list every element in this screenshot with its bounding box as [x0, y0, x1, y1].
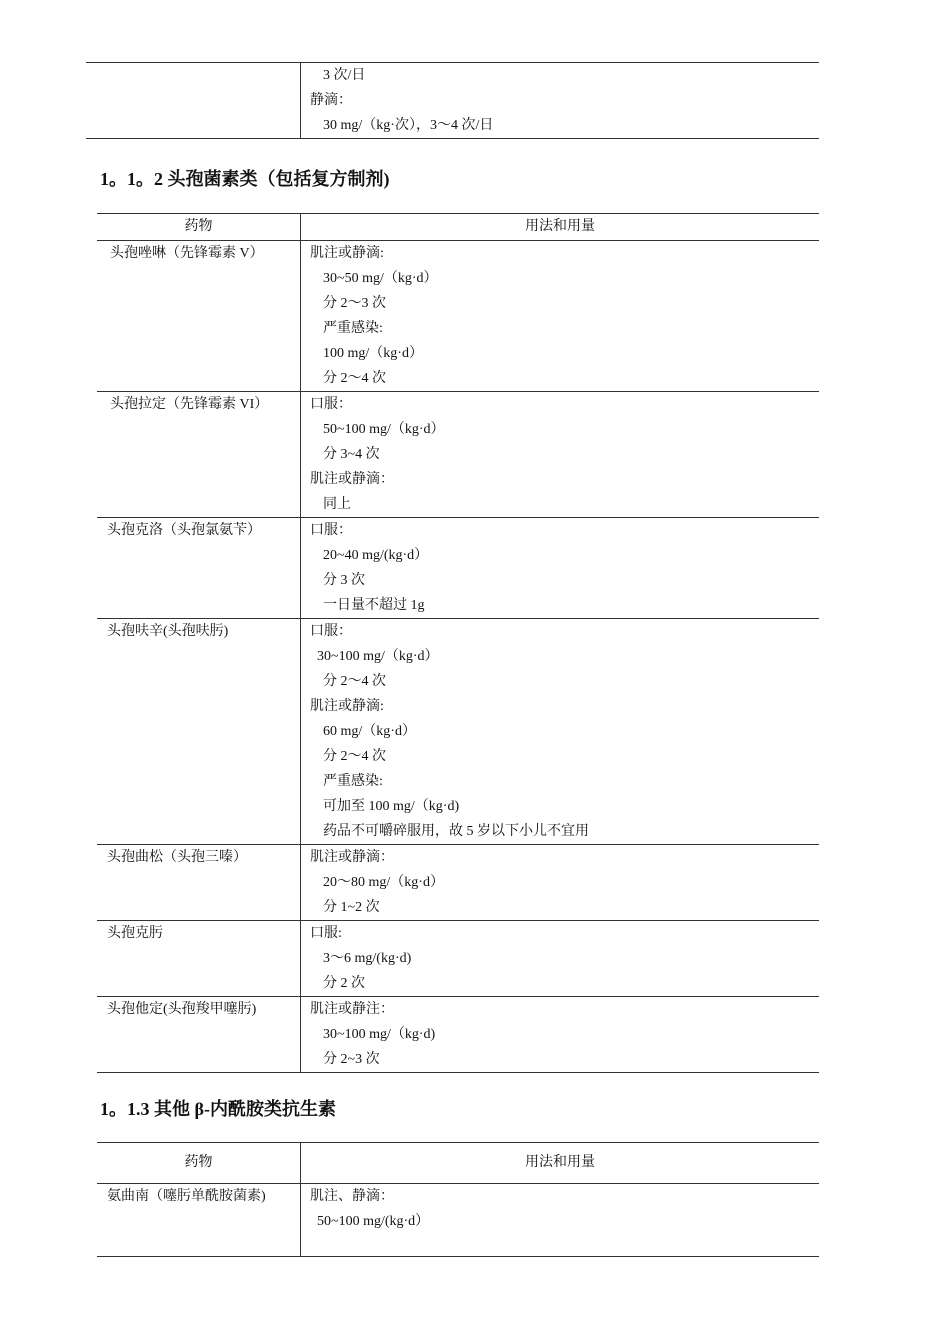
table-row — [97, 518, 819, 619]
dosage-line: 3 次/日 — [323, 68, 366, 83]
table-row — [97, 241, 819, 392]
table-row — [97, 921, 819, 997]
dosage-line: 分 2～4 次 — [323, 371, 386, 386]
dosage-line: 可加至 100 mg/（kg·d) — [323, 799, 460, 814]
drug-name: 氨曲南（噻肟单酰胺菌素) — [97, 1184, 301, 1256]
dosage-line: 分 3~4 次 — [323, 447, 380, 462]
dosage-line: 严重感染: — [323, 321, 383, 336]
dosage-line: 分 1~2 次 — [323, 900, 380, 915]
dosage-line: 肌注或静注： — [310, 1002, 394, 1017]
dosage-cell — [301, 63, 819, 138]
dosage-line: 肌注或静滴： — [310, 850, 394, 865]
dosage-cell — [301, 1184, 819, 1256]
table-row — [97, 392, 819, 518]
dosage-cell — [301, 518, 819, 618]
dosage-line: 100 mg/（kg·d） — [323, 346, 423, 361]
dosage-line: 口服： — [310, 624, 352, 639]
drug-name: 头孢克洛（头孢氯氨苄） — [97, 518, 301, 618]
dosage-cell — [301, 392, 819, 517]
dosage-cell — [301, 845, 819, 920]
dosage-cell — [301, 997, 819, 1072]
table-top-fragment — [86, 62, 819, 139]
dosage-line: 分 2 次 — [323, 976, 365, 991]
dosage-line: 30~100 mg/（kg·d) — [323, 1027, 436, 1042]
header-dosage: 用法和用量 — [525, 219, 595, 234]
drug-name: 头孢他定(头孢羧甲噻肟) — [97, 997, 301, 1072]
dosage-line: 口服: — [310, 926, 342, 941]
dosage-line: 分 3 次 — [323, 573, 365, 588]
drug-cell — [86, 63, 301, 138]
table-header-row — [97, 213, 819, 241]
dosage-line: 肌注或静滴： — [310, 472, 394, 487]
dosage-line: 60 mg/（kg·d） — [323, 724, 416, 739]
dosage-line: 50~100 mg/（kg·d） — [323, 422, 445, 437]
table-row — [97, 1184, 819, 1257]
section-heading-113: 1。1.3 其他 β-内酰胺类抗生素 — [100, 1099, 336, 1119]
dosage-line: 肌注、静滴： — [310, 1189, 394, 1204]
dosage-line: 药品不可嚼碎服用，故 5 岁以下小儿不宜用 — [323, 824, 589, 839]
dosage-line: 口服： — [310, 397, 352, 412]
drug-name: 头孢拉定（先锋霉素 VI） — [97, 392, 301, 517]
dosage-line: 分 2～3 次 — [323, 296, 386, 311]
dosage-line: 同上 — [323, 497, 351, 512]
table-row — [97, 845, 819, 921]
dosage-line: 分 2～4 次 — [323, 674, 386, 689]
dosage-line: 口服： — [310, 523, 352, 538]
dosage-cell — [301, 921, 819, 996]
dosage-line: 肌注或静滴: — [310, 246, 384, 261]
dosage-line: 静滴： — [310, 93, 352, 108]
table-other-beta-lactams — [97, 1142, 819, 1257]
table-row — [97, 619, 819, 845]
header-dosage: 用法和用量 — [525, 1155, 595, 1170]
dosage-line: 肌注或静滴: — [310, 699, 384, 714]
table-row — [97, 997, 819, 1073]
dosage-cell — [301, 619, 819, 844]
dosage-cell — [301, 241, 819, 391]
dosage-line: 20～80 mg/（kg·d） — [323, 875, 444, 890]
dosage-line: 一日量不超过 1g — [323, 598, 425, 613]
section-heading-112: 1。1。2 头孢菌素类（包括复方制剂) — [100, 169, 390, 189]
dosage-line: 分 2~3 次 — [323, 1052, 380, 1067]
dosage-line: 3～6 mg/(kg·d) — [323, 951, 412, 966]
header-drug: 药物 — [97, 1143, 301, 1183]
drug-name: 头孢曲松（头孢三嗪） — [97, 845, 301, 920]
drug-name: 头孢呋辛(头孢呋肟) — [97, 619, 301, 844]
dosage-line: 分 2～4 次 — [323, 749, 386, 764]
dosage-line: 30~50 mg/（kg·d） — [323, 271, 438, 286]
dosage-line: 50~100 mg/(kg·d） — [317, 1214, 430, 1229]
table-row — [86, 62, 819, 139]
dosage-line: 20~40 mg/(kg·d） — [323, 548, 429, 563]
drug-name: 头孢克肟 — [97, 921, 301, 996]
table-header-row — [97, 1142, 819, 1184]
header-drug: 药物 — [97, 214, 301, 240]
table-cephalosporins — [97, 213, 819, 1073]
drug-name: 头孢唑啉（先锋霉素 V） — [97, 241, 301, 391]
dosage-line: 严重感染: — [323, 774, 383, 789]
dosage-line: 30 mg/（kg·次），3～4 次/日 — [323, 118, 494, 133]
dosage-line: 30~100 mg/（kg·d） — [317, 649, 439, 664]
